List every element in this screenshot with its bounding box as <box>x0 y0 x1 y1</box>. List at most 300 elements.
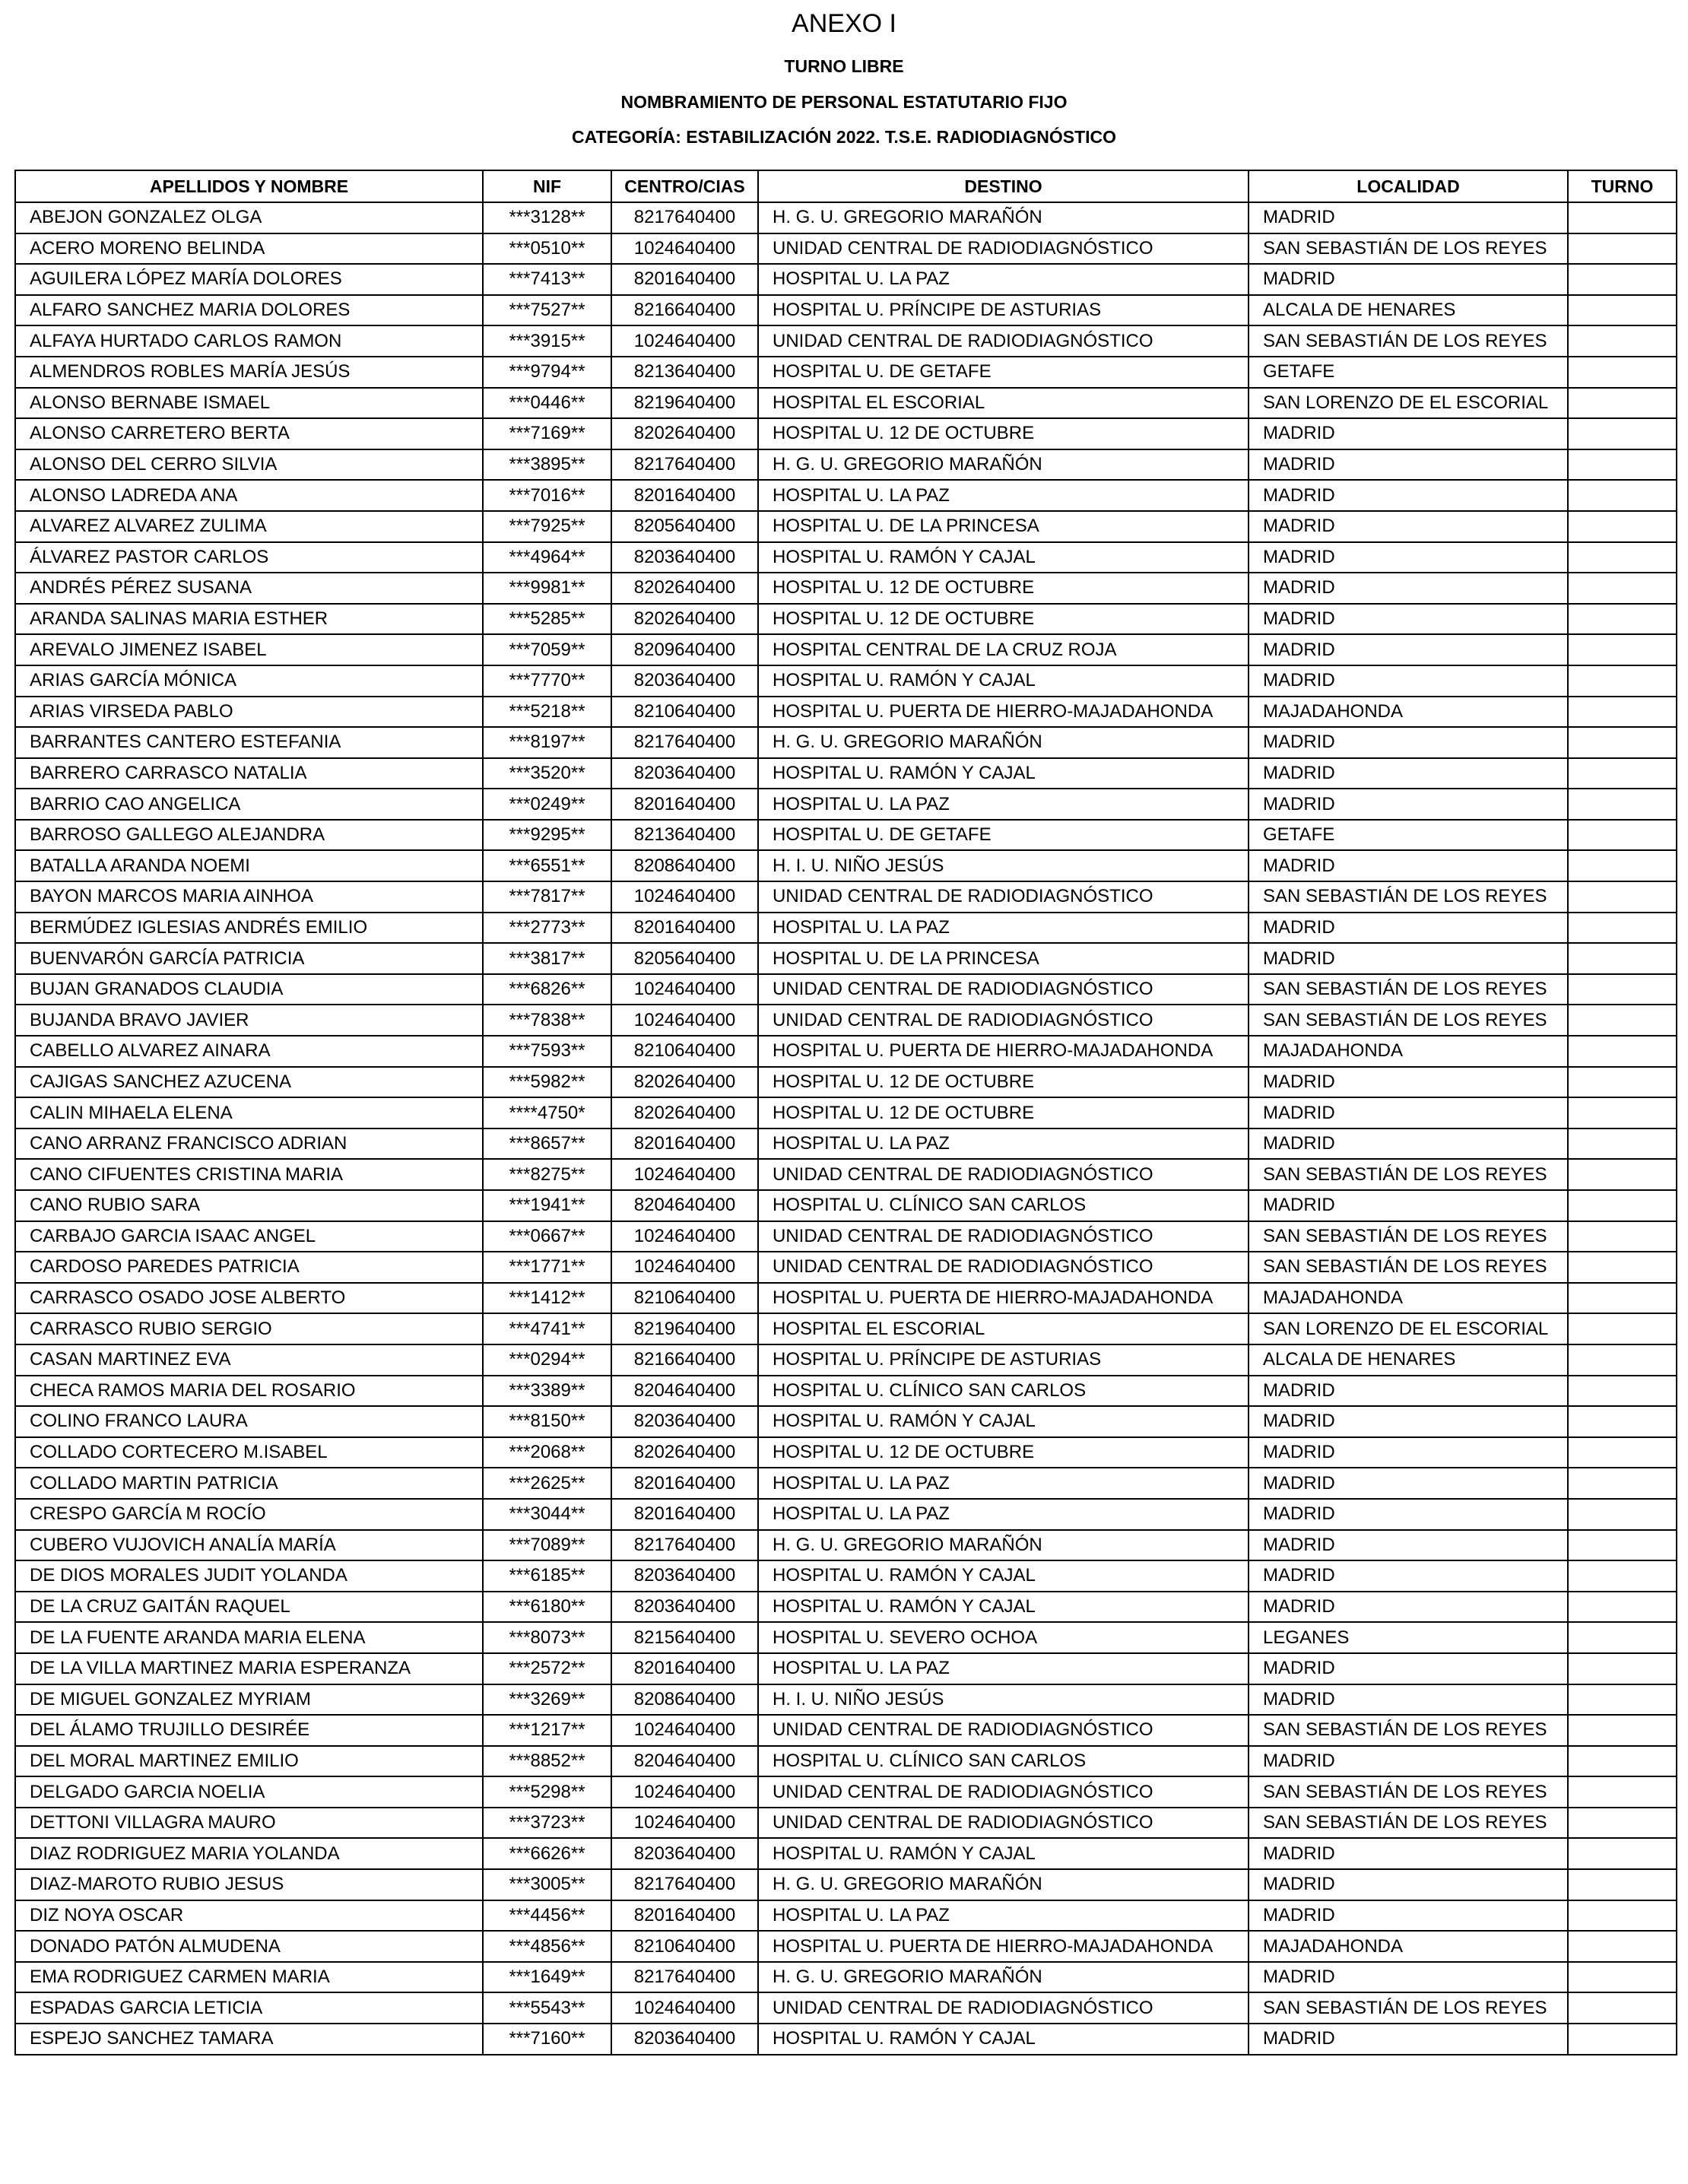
destino-cell: UNIDAD CENTRAL DE RADIODIAGNÓSTICO <box>758 233 1249 265</box>
table-row <box>15 1869 1677 1900</box>
nif-cell: ***3520** <box>483 758 611 789</box>
centro-cias-cell: 8213640400 <box>611 357 758 388</box>
name-cell: ALONSO DEL CERRO SILVIA <box>15 449 483 481</box>
centro-cias-cell: 8204640400 <box>611 1376 758 1407</box>
destino-cell: HOSPITAL U. SEVERO OCHOA <box>758 1622 1249 1653</box>
personnel-table <box>14 170 1677 2055</box>
localidad-cell: MADRID <box>1249 264 1568 295</box>
destino-cell: UNIDAD CENTRAL DE RADIODIAGNÓSTICO <box>758 1776 1249 1808</box>
name-cell: ALONSO LADREDA ANA <box>15 480 483 511</box>
turno-cell <box>1568 727 1677 758</box>
destino-cell: HOSPITAL U. 12 DE OCTUBRE <box>758 573 1249 604</box>
nif-cell: ***3895** <box>483 449 611 481</box>
name-cell: DELGADO GARCIA NOELIA <box>15 1776 483 1808</box>
name-cell: EMA RODRIGUEZ CARMEN MARIA <box>15 1962 483 1993</box>
destino-cell: HOSPITAL U. RAMÓN Y CAJAL <box>758 1592 1249 1623</box>
name-cell: DE LA CRUZ GAITÁN RAQUEL <box>15 1592 483 1623</box>
localidad-cell: MADRID <box>1249 1592 1568 1623</box>
destino-cell: UNIDAD CENTRAL DE RADIODIAGNÓSTICO <box>758 974 1249 1005</box>
name-cell: CUBERO VUJOVICH ANALÍA MARÍA <box>15 1530 483 1561</box>
nif-cell: ***7593** <box>483 1036 611 1067</box>
turno-cell <box>1568 233 1677 265</box>
table-row <box>15 1560 1677 1592</box>
localidad-cell: MADRID <box>1249 1129 1568 1160</box>
turno-cell <box>1568 1869 1677 1900</box>
name-cell: DONADO PATÓN ALMUDENA <box>15 1931 483 1962</box>
centro-cias-cell: 8216640400 <box>611 295 758 326</box>
name-cell: ARIAS GARCÍA MÓNICA <box>15 665 483 697</box>
destino-cell: HOSPITAL U. LA PAZ <box>758 1129 1249 1160</box>
name-cell: AGUILERA LÓPEZ MARÍA DOLORES <box>15 264 483 295</box>
localidad-cell: MADRID <box>1249 1499 1568 1530</box>
localidad-cell: SAN LORENZO DE EL ESCORIAL <box>1249 388 1568 419</box>
turno-cell <box>1568 1992 1677 2024</box>
centro-cias-cell: 8201640400 <box>611 789 758 820</box>
centro-cias-cell: 8217640400 <box>611 727 758 758</box>
destino-cell: HOSPITAL EL ESCORIAL <box>758 1313 1249 1344</box>
name-cell: BATALLA ARANDA NOEMI <box>15 850 483 881</box>
name-cell: BARROSO GALLEGO ALEJANDRA <box>15 820 483 851</box>
centro-cias-cell: 8203640400 <box>611 665 758 697</box>
turno-cell <box>1568 943 1677 974</box>
centro-cias-cell: 8205640400 <box>611 511 758 542</box>
localidad-cell: MADRID <box>1249 1900 1568 1932</box>
localidad-cell: SAN SEBASTIÁN DE LOS REYES <box>1249 881 1568 913</box>
centro-cias-cell: 8203640400 <box>611 1560 758 1592</box>
turno-cell <box>1568 665 1677 697</box>
localidad-cell: SAN SEBASTIÁN DE LOS REYES <box>1249 1715 1568 1746</box>
name-cell: ABEJON GONZALEZ OLGA <box>15 202 483 233</box>
destino-cell: HOSPITAL U. LA PAZ <box>758 789 1249 820</box>
localidad-cell: MADRID <box>1249 418 1568 449</box>
nif-cell: ***2773** <box>483 913 611 944</box>
localidad-cell: MADRID <box>1249 1746 1568 1777</box>
localidad-cell: MADRID <box>1249 1468 1568 1499</box>
localidad-cell: MADRID <box>1249 1376 1568 1407</box>
nif-cell: ***7527** <box>483 295 611 326</box>
centro-cias-cell: 1024640400 <box>611 1808 758 1839</box>
table-row <box>15 1036 1677 1067</box>
nif-cell: ***0510** <box>483 233 611 265</box>
turno-cell <box>1568 1344 1677 1376</box>
nif-cell: ***8275** <box>483 1159 611 1190</box>
centro-cias-cell: 8203640400 <box>611 758 758 789</box>
destino-cell: HOSPITAL U. LA PAZ <box>758 264 1249 295</box>
localidad-cell: MADRID <box>1249 850 1568 881</box>
table-row <box>15 1808 1677 1839</box>
destino-cell: HOSPITAL U. LA PAZ <box>758 480 1249 511</box>
turno-cell <box>1568 1715 1677 1746</box>
destino-cell: HOSPITAL U. RAMÓN Y CAJAL <box>758 665 1249 697</box>
name-cell: DE DIOS MORALES JUDIT YOLANDA <box>15 1560 483 1592</box>
centro-cias-cell: 8203640400 <box>611 542 758 573</box>
localidad-cell: MAJADAHONDA <box>1249 1036 1568 1067</box>
destino-cell: HOSPITAL U. RAMÓN Y CAJAL <box>758 2024 1249 2055</box>
turno-cell <box>1568 1900 1677 1932</box>
nif-cell: ***5982** <box>483 1067 611 1098</box>
table-row <box>15 1715 1677 1746</box>
destino-cell: HOSPITAL U. PUERTA DE HIERRO-MAJADAHONDA <box>758 1931 1249 1962</box>
turno-cell <box>1568 1437 1677 1468</box>
turno-cell <box>1568 2024 1677 2055</box>
destino-cell: H. G. U. GREGORIO MARAÑÓN <box>758 1962 1249 1993</box>
localidad-cell: MADRID <box>1249 1406 1568 1437</box>
shift-subtitle: TURNO LIBRE <box>784 56 904 76</box>
localidad-cell: LEGANES <box>1249 1622 1568 1653</box>
destino-cell: H. I. U. NIÑO JESÚS <box>758 1684 1249 1716</box>
localidad-cell: MADRID <box>1249 1684 1568 1716</box>
localidad-cell: MADRID <box>1249 449 1568 481</box>
turno-cell <box>1568 511 1677 542</box>
centro-cias-cell: 1024640400 <box>611 233 758 265</box>
destino-cell: UNIDAD CENTRAL DE RADIODIAGNÓSTICO <box>758 1005 1249 1036</box>
centro-cias-cell: 8219640400 <box>611 388 758 419</box>
table-row <box>15 511 1677 542</box>
destino-cell: UNIDAD CENTRAL DE RADIODIAGNÓSTICO <box>758 1252 1249 1283</box>
name-cell: DE MIGUEL GONZALEZ MYRIAM <box>15 1684 483 1716</box>
name-cell: CRESPO GARCÍA M ROCÍO <box>15 1499 483 1530</box>
centro-cias-cell: 8210640400 <box>611 1931 758 1962</box>
name-cell: ÁLVAREZ PASTOR CARLOS <box>15 542 483 573</box>
destino-cell: HOSPITAL U. LA PAZ <box>758 913 1249 944</box>
destino-cell: HOSPITAL U. LA PAZ <box>758 1900 1249 1932</box>
column-header-centro-cias: CENTRO/CIAS <box>611 170 758 202</box>
localidad-cell: MADRID <box>1249 634 1568 665</box>
table-row <box>15 449 1677 481</box>
turno-cell <box>1568 480 1677 511</box>
nif-cell: ***3128** <box>483 202 611 233</box>
turno-cell <box>1568 295 1677 326</box>
table-row <box>15 2024 1677 2055</box>
table-row <box>15 1776 1677 1808</box>
table-row <box>15 1746 1677 1777</box>
destino-cell: UNIDAD CENTRAL DE RADIODIAGNÓSTICO <box>758 1808 1249 1839</box>
name-cell: CABELLO ALVAREZ AINARA <box>15 1036 483 1067</box>
table-row <box>15 1992 1677 2024</box>
turno-cell <box>1568 634 1677 665</box>
centro-cias-cell: 8203640400 <box>611 1838 758 1869</box>
nif-cell: ***9794** <box>483 357 611 388</box>
localidad-cell: MADRID <box>1249 573 1568 604</box>
nif-cell: ***0667** <box>483 1221 611 1252</box>
turno-cell <box>1568 1252 1677 1283</box>
turno-cell <box>1568 1190 1677 1221</box>
table-row <box>15 1159 1677 1190</box>
centro-cias-cell: 1024640400 <box>611 1252 758 1283</box>
destino-cell: H. G. U. GREGORIO MARAÑÓN <box>758 1530 1249 1561</box>
table-row <box>15 1097 1677 1129</box>
name-cell: BUENVARÓN GARCÍA PATRICIA <box>15 943 483 974</box>
name-cell: ALFARO SANCHEZ MARIA DOLORES <box>15 295 483 326</box>
name-cell: DIAZ-MAROTO RUBIO JESUS <box>15 1869 483 1900</box>
localidad-cell: MADRID <box>1249 789 1568 820</box>
column-header-nif: NIF <box>483 170 611 202</box>
turno-cell <box>1568 1962 1677 1993</box>
name-cell: BERMÚDEZ IGLESIAS ANDRÉS EMILIO <box>15 913 483 944</box>
column-header-name: APELLIDOS Y NOMBRE <box>15 170 483 202</box>
name-cell: CANO ARRANZ FRANCISCO ADRIAN <box>15 1129 483 1160</box>
nif-cell: ***7817** <box>483 881 611 913</box>
table-row <box>15 233 1677 265</box>
table-row <box>15 295 1677 326</box>
name-cell: DE LA VILLA MARTINEZ MARIA ESPERANZA <box>15 1653 483 1684</box>
nif-cell: ****4750* <box>483 1097 611 1129</box>
centro-cias-cell: 8202640400 <box>611 1437 758 1468</box>
table-row <box>15 264 1677 295</box>
localidad-cell: MADRID <box>1249 1962 1568 1993</box>
name-cell: ARIAS VIRSEDA PABLO <box>15 697 483 728</box>
nif-cell: ***9295** <box>483 820 611 851</box>
turno-cell <box>1568 881 1677 913</box>
nif-cell: ***7016** <box>483 480 611 511</box>
turno-cell <box>1568 1592 1677 1623</box>
destino-cell: HOSPITAL U. RAMÓN Y CAJAL <box>758 1406 1249 1437</box>
destino-cell: HOSPITAL U. RAMÓN Y CAJAL <box>758 758 1249 789</box>
name-cell: CAJIGAS SANCHEZ AZUCENA <box>15 1067 483 1098</box>
centro-cias-cell: 8210640400 <box>611 1283 758 1314</box>
centro-cias-cell: 8217640400 <box>611 1530 758 1561</box>
turno-cell <box>1568 1313 1677 1344</box>
table-row <box>15 1653 1677 1684</box>
centro-cias-cell: 8204640400 <box>611 1746 758 1777</box>
table-row <box>15 850 1677 881</box>
table-row <box>15 1900 1677 1932</box>
turno-cell <box>1568 1067 1677 1098</box>
localidad-cell: SAN SEBASTIÁN DE LOS REYES <box>1249 1221 1568 1252</box>
nif-cell: ***8657** <box>483 1129 611 1160</box>
centro-cias-cell: 8201640400 <box>611 264 758 295</box>
localidad-cell: MADRID <box>1249 913 1568 944</box>
destino-cell: HOSPITAL U. 12 DE OCTUBRE <box>758 1437 1249 1468</box>
turno-cell <box>1568 1376 1677 1407</box>
table-row <box>15 881 1677 913</box>
localidad-cell: MADRID <box>1249 511 1568 542</box>
centro-cias-cell: 8201640400 <box>611 1129 758 1160</box>
localidad-cell: MADRID <box>1249 1838 1568 1869</box>
name-cell: CARBAJO GARCIA ISAAC ANGEL <box>15 1221 483 1252</box>
name-cell: BARRANTES CANTERO ESTEFANIA <box>15 727 483 758</box>
centro-cias-cell: 8205640400 <box>611 943 758 974</box>
destino-cell: UNIDAD CENTRAL DE RADIODIAGNÓSTICO <box>758 1221 1249 1252</box>
table-row <box>15 1313 1677 1344</box>
turno-cell <box>1568 1560 1677 1592</box>
turno-cell <box>1568 974 1677 1005</box>
destino-cell: HOSPITAL U. 12 DE OCTUBRE <box>758 604 1249 635</box>
nif-cell: ***0446** <box>483 388 611 419</box>
table-row <box>15 1129 1677 1160</box>
name-cell: BARRIO CAO ANGELICA <box>15 789 483 820</box>
table-row <box>15 388 1677 419</box>
centro-cias-cell: 8202640400 <box>611 573 758 604</box>
table-row <box>15 604 1677 635</box>
name-cell: ESPEJO SANCHEZ TAMARA <box>15 2024 483 2055</box>
destino-cell: HOSPITAL U. DE LA PRINCESA <box>758 511 1249 542</box>
localidad-cell: MADRID <box>1249 1560 1568 1592</box>
turno-cell <box>1568 1499 1677 1530</box>
table-row <box>15 1376 1677 1407</box>
annex-title: ANEXO I <box>792 9 896 38</box>
destino-cell: HOSPITAL U. 12 DE OCTUBRE <box>758 418 1249 449</box>
destino-cell: HOSPITAL U. CLÍNICO SAN CARLOS <box>758 1376 1249 1407</box>
name-cell: CHECA RAMOS MARIA DEL ROSARIO <box>15 1376 483 1407</box>
localidad-cell: MADRID <box>1249 480 1568 511</box>
name-cell: ALONSO CARRETERO BERTA <box>15 418 483 449</box>
localidad-cell: MADRID <box>1249 727 1568 758</box>
name-cell: DEL MORAL MARTINEZ EMILIO <box>15 1746 483 1777</box>
nif-cell: ***3044** <box>483 1499 611 1530</box>
localidad-cell: MADRID <box>1249 1067 1568 1098</box>
centro-cias-cell: 8210640400 <box>611 697 758 728</box>
turno-cell <box>1568 202 1677 233</box>
destino-cell: HOSPITAL U. PRÍNCIPE DE ASTURIAS <box>758 1344 1249 1376</box>
destino-cell: HOSPITAL CENTRAL DE LA CRUZ ROJA <box>758 634 1249 665</box>
turno-cell <box>1568 850 1677 881</box>
localidad-cell: SAN LORENZO DE EL ESCORIAL <box>1249 1313 1568 1344</box>
turno-cell <box>1568 1746 1677 1777</box>
table-row <box>15 1252 1677 1283</box>
nif-cell: ***3005** <box>483 1869 611 1900</box>
table-row <box>15 1468 1677 1499</box>
category-subtitle: CATEGORÍA: ESTABILIZACIÓN 2022. T.S.E. RADIODIAGNÓSTICO <box>571 127 1117 147</box>
localidad-cell: SAN SEBASTIÁN DE LOS REYES <box>1249 974 1568 1005</box>
nif-cell: ***0249** <box>483 789 611 820</box>
table-row <box>15 820 1677 851</box>
table-row <box>15 202 1677 233</box>
turno-cell <box>1568 758 1677 789</box>
destino-cell: HOSPITAL U. PUERTA DE HIERRO-MAJADAHONDA <box>758 1283 1249 1314</box>
nif-cell: ***1771** <box>483 1252 611 1283</box>
turno-cell <box>1568 1776 1677 1808</box>
localidad-cell: MADRID <box>1249 1530 1568 1561</box>
nif-cell: ***7925** <box>483 511 611 542</box>
nif-cell: ***7089** <box>483 1530 611 1561</box>
nif-cell: ***8852** <box>483 1746 611 1777</box>
turno-cell <box>1568 542 1677 573</box>
table-row <box>15 727 1677 758</box>
turno-cell <box>1568 418 1677 449</box>
nif-cell: ***6180** <box>483 1592 611 1623</box>
centro-cias-cell: 8201640400 <box>611 1900 758 1932</box>
nif-cell: ***5298** <box>483 1776 611 1808</box>
table-row <box>15 697 1677 728</box>
nif-cell: ***3915** <box>483 325 611 357</box>
localidad-cell: MAJADAHONDA <box>1249 1931 1568 1962</box>
turno-cell <box>1568 325 1677 357</box>
centro-cias-cell: 8202640400 <box>611 604 758 635</box>
table-row <box>15 1005 1677 1036</box>
table-row <box>15 1283 1677 1314</box>
localidad-cell: MADRID <box>1249 1190 1568 1221</box>
nif-cell: ***8197** <box>483 727 611 758</box>
destino-cell: H. G. U. GREGORIO MARAÑÓN <box>758 449 1249 481</box>
turno-cell <box>1568 697 1677 728</box>
destino-cell: HOSPITAL U. RAMÓN Y CAJAL <box>758 1560 1249 1592</box>
destino-cell: HOSPITAL U. PUERTA DE HIERRO-MAJADAHONDA <box>758 697 1249 728</box>
centro-cias-cell: 8203640400 <box>611 1592 758 1623</box>
centro-cias-cell: 8215640400 <box>611 1622 758 1653</box>
name-cell: BAYON MARCOS MARIA AINHOA <box>15 881 483 913</box>
nif-cell: ***5285** <box>483 604 611 635</box>
table-row <box>15 480 1677 511</box>
turno-cell <box>1568 1468 1677 1499</box>
destino-cell: HOSPITAL U. RAMÓN Y CAJAL <box>758 542 1249 573</box>
localidad-cell: MADRID <box>1249 202 1568 233</box>
nif-cell: ***9981** <box>483 573 611 604</box>
turno-cell <box>1568 1005 1677 1036</box>
table-row <box>15 357 1677 388</box>
table-header-row <box>15 170 1677 202</box>
centro-cias-cell: 1024640400 <box>611 974 758 1005</box>
turno-cell <box>1568 1159 1677 1190</box>
nif-cell: ***8073** <box>483 1622 611 1653</box>
name-cell: BUJAN GRANADOS CLAUDIA <box>15 974 483 1005</box>
localidad-cell: ALCALA DE HENARES <box>1249 1344 1568 1376</box>
turno-cell <box>1568 1283 1677 1314</box>
localidad-cell: SAN SEBASTIÁN DE LOS REYES <box>1249 325 1568 357</box>
name-cell: BUJANDA BRAVO JAVIER <box>15 1005 483 1036</box>
table-row <box>15 943 1677 974</box>
table-row <box>15 1437 1677 1468</box>
name-cell: DIZ NOYA OSCAR <box>15 1900 483 1932</box>
destino-cell: HOSPITAL U. CLÍNICO SAN CARLOS <box>758 1190 1249 1221</box>
name-cell: CARDOSO PAREDES PATRICIA <box>15 1252 483 1283</box>
name-cell: ESPADAS GARCIA LETICIA <box>15 1992 483 2024</box>
nif-cell: ***6826** <box>483 974 611 1005</box>
turno-cell <box>1568 1129 1677 1160</box>
turno-cell <box>1568 264 1677 295</box>
centro-cias-cell: 1024640400 <box>611 1992 758 2024</box>
destino-cell: HOSPITAL U. DE LA PRINCESA <box>758 943 1249 974</box>
localidad-cell: GETAFE <box>1249 357 1568 388</box>
centro-cias-cell: 8213640400 <box>611 820 758 851</box>
turno-cell <box>1568 1097 1677 1129</box>
destino-cell: HOSPITAL U. 12 DE OCTUBRE <box>758 1067 1249 1098</box>
nif-cell: ***8150** <box>483 1406 611 1437</box>
centro-cias-cell: 1024640400 <box>611 1005 758 1036</box>
destino-cell: HOSPITAL U. LA PAZ <box>758 1499 1249 1530</box>
centro-cias-cell: 8201640400 <box>611 1653 758 1684</box>
centro-cias-cell: 8201640400 <box>611 913 758 944</box>
centro-cias-cell: 1024640400 <box>611 1715 758 1746</box>
turno-cell <box>1568 1530 1677 1561</box>
nif-cell: ***3389** <box>483 1376 611 1407</box>
localidad-cell: SAN SEBASTIÁN DE LOS REYES <box>1249 1992 1568 2024</box>
name-cell: COLLADO MARTIN PATRICIA <box>15 1468 483 1499</box>
destino-cell: HOSPITAL U. CLÍNICO SAN CARLOS <box>758 1746 1249 1777</box>
centro-cias-cell: 8202640400 <box>611 418 758 449</box>
nif-cell: ***7160** <box>483 2024 611 2055</box>
localidad-cell: ALCALA DE HENARES <box>1249 295 1568 326</box>
name-cell: ANDRÉS PÉREZ SUSANA <box>15 573 483 604</box>
destino-cell: H. G. U. GREGORIO MARAÑÓN <box>758 202 1249 233</box>
centro-cias-cell: 8202640400 <box>611 1097 758 1129</box>
localidad-cell: MADRID <box>1249 542 1568 573</box>
centro-cias-cell: 8217640400 <box>611 1869 758 1900</box>
name-cell: DETTONI VILLAGRA MAURO <box>15 1808 483 1839</box>
name-cell: ARANDA SALINAS MARIA ESTHER <box>15 604 483 635</box>
destino-cell: HOSPITAL U. LA PAZ <box>758 1468 1249 1499</box>
turno-cell <box>1568 789 1677 820</box>
turno-cell <box>1568 1622 1677 1653</box>
table-row <box>15 1592 1677 1623</box>
localidad-cell: MAJADAHONDA <box>1249 1283 1568 1314</box>
table-row <box>15 634 1677 665</box>
column-header-localidad: LOCALIDAD <box>1249 170 1568 202</box>
destino-cell: HOSPITAL U. PUERTA DE HIERRO-MAJADAHONDA <box>758 1036 1249 1067</box>
table-row <box>15 1406 1677 1437</box>
nif-cell: ***5218** <box>483 697 611 728</box>
turno-cell <box>1568 1036 1677 1067</box>
